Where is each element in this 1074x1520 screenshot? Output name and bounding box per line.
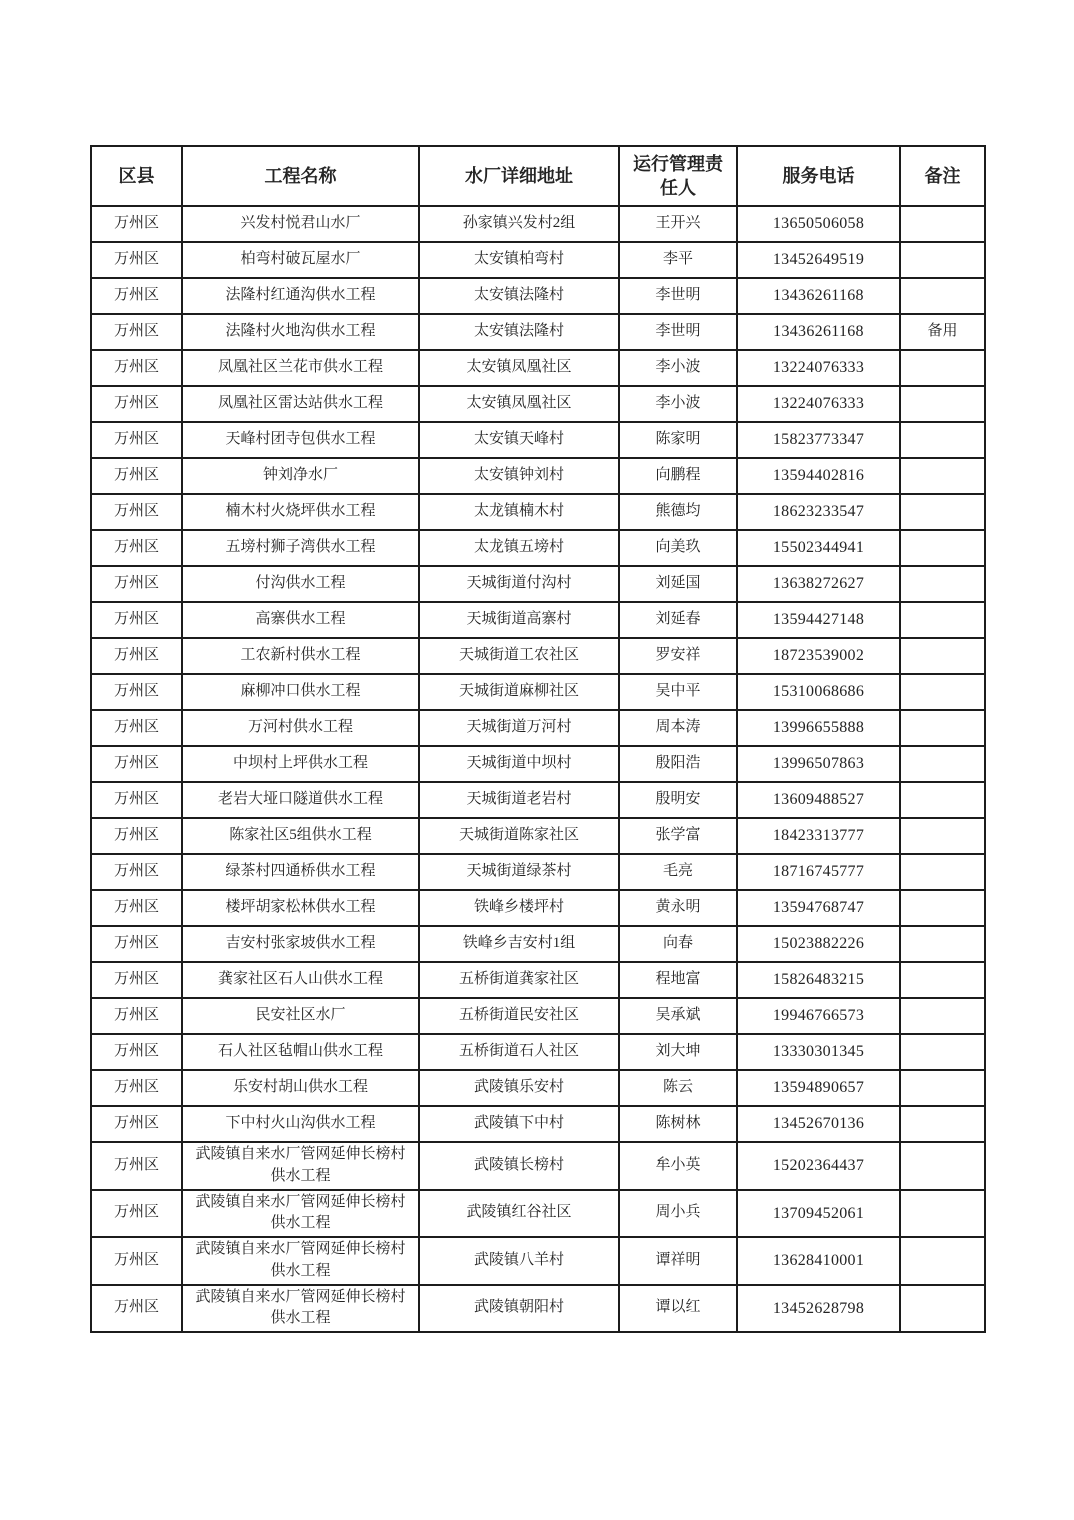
cell-project-name: 石人社区毡帽山供水工程	[182, 1034, 419, 1070]
cell-project-name: 陈家社区5组供水工程	[182, 818, 419, 854]
table-row	[91, 530, 985, 566]
cell-manager: 殷阳浩	[619, 746, 737, 782]
cell-plant-address: 太安镇天峰村	[419, 422, 619, 458]
cell-remark	[900, 1106, 985, 1142]
cell-remark	[900, 890, 985, 926]
cell-project-name: 钟刘净水厂	[182, 458, 419, 494]
cell-project-name: 下中村火山沟供水工程	[182, 1106, 419, 1142]
table-row	[91, 386, 985, 422]
water-projects-table	[90, 145, 986, 1333]
table-row	[91, 746, 985, 782]
cell-manager: 吴中平	[619, 674, 737, 710]
cell-district: 万州区	[91, 386, 182, 422]
cell-plant-address: 天城街道工农社区	[419, 638, 619, 674]
cell-plant-address: 武陵镇红谷社区	[419, 1190, 619, 1238]
table-row	[91, 1190, 985, 1238]
cell-plant-address: 天城街道付沟村	[419, 566, 619, 602]
cell-plant-address: 太龙镇五塝村	[419, 530, 619, 566]
cell-plant-address: 天城街道绿茶村	[419, 854, 619, 890]
cell-district: 万州区	[91, 710, 182, 746]
cell-plant-address: 太安镇凤凰社区	[419, 350, 619, 386]
cell-district: 万州区	[91, 530, 182, 566]
cell-project-name: 楼坪胡家松林供水工程	[182, 890, 419, 926]
cell-manager: 程地富	[619, 962, 737, 998]
cell-project-name: 凤凰社区兰花市供水工程	[182, 350, 419, 386]
cell-remark	[900, 674, 985, 710]
header-row	[91, 146, 985, 206]
cell-remark	[900, 422, 985, 458]
cell-remark	[900, 926, 985, 962]
cell-phone: 18423313777	[737, 818, 900, 854]
cell-district: 万州区	[91, 1237, 182, 1285]
cell-phone: 13224076333	[737, 386, 900, 422]
cell-phone: 13594427148	[737, 602, 900, 638]
cell-district: 万州区	[91, 926, 182, 962]
cell-project-name: 工农新村供水工程	[182, 638, 419, 674]
cell-district: 万州区	[91, 1142, 182, 1190]
cell-plant-address: 太安镇柏弯村	[419, 242, 619, 278]
cell-remark	[900, 1285, 985, 1333]
cell-project-name: 楠木村火烧坪供水工程	[182, 494, 419, 530]
cell-district: 万州区	[91, 314, 182, 350]
cell-project-name: 乐安村胡山供水工程	[182, 1070, 419, 1106]
table-row	[91, 998, 985, 1034]
cell-manager: 刘大坤	[619, 1034, 737, 1070]
cell-district: 万州区	[91, 1190, 182, 1238]
table-row	[91, 458, 985, 494]
cell-district: 万州区	[91, 602, 182, 638]
table-row	[91, 710, 985, 746]
cell-remark	[900, 1070, 985, 1106]
cell-remark	[900, 1142, 985, 1190]
cell-district: 万州区	[91, 1070, 182, 1106]
cell-phone: 13609488527	[737, 782, 900, 818]
table-row	[91, 314, 985, 350]
cell-plant-address: 天城街道陈家社区	[419, 818, 619, 854]
cell-phone: 15310068686	[737, 674, 900, 710]
cell-remark	[900, 1237, 985, 1285]
cell-remark	[900, 710, 985, 746]
cell-plant-address: 天城街道万河村	[419, 710, 619, 746]
table-row	[91, 602, 985, 638]
table-row	[91, 1106, 985, 1142]
cell-manager: 刘延国	[619, 566, 737, 602]
cell-phone: 13594768747	[737, 890, 900, 926]
cell-phone: 13594402816	[737, 458, 900, 494]
cell-manager: 毛亮	[619, 854, 737, 890]
cell-district: 万州区	[91, 458, 182, 494]
cell-manager: 向鹏程	[619, 458, 737, 494]
table-row	[91, 566, 985, 602]
cell-phone: 13224076333	[737, 350, 900, 386]
cell-remark	[900, 746, 985, 782]
cell-manager: 吴承斌	[619, 998, 737, 1034]
cell-plant-address: 武陵镇八羊村	[419, 1237, 619, 1285]
cell-project-name: 高寨供水工程	[182, 602, 419, 638]
table-row	[91, 962, 985, 998]
cell-remark	[900, 1190, 985, 1238]
cell-remark	[900, 962, 985, 998]
cell-phone: 19946766573	[737, 998, 900, 1034]
cell-phone: 13452628798	[737, 1285, 900, 1333]
cell-manager: 陈家明	[619, 422, 737, 458]
cell-phone: 13628410001	[737, 1237, 900, 1285]
cell-district: 万州区	[91, 782, 182, 818]
cell-manager: 李小波	[619, 350, 737, 386]
table-row	[91, 854, 985, 890]
cell-manager: 向美玖	[619, 530, 737, 566]
table-row	[91, 638, 985, 674]
cell-remark	[900, 458, 985, 494]
cell-phone: 13452670136	[737, 1106, 900, 1142]
cell-project-name: 武陵镇自来水厂管网延伸长榜村供水工程	[182, 1285, 419, 1333]
cell-district: 万州区	[91, 1106, 182, 1142]
cell-district: 万州区	[91, 350, 182, 386]
column-header-remark: 备注	[900, 146, 985, 206]
cell-phone: 13996507863	[737, 746, 900, 782]
cell-phone: 13709452061	[737, 1190, 900, 1238]
cell-manager: 李世明	[619, 314, 737, 350]
column-header-project-name: 工程名称	[182, 146, 419, 206]
table-row	[91, 674, 985, 710]
cell-phone: 18716745777	[737, 854, 900, 890]
cell-phone: 13650506058	[737, 206, 900, 242]
cell-phone: 13436261168	[737, 278, 900, 314]
cell-manager: 熊德均	[619, 494, 737, 530]
cell-remark	[900, 1034, 985, 1070]
table-row	[91, 818, 985, 854]
table-body	[91, 206, 985, 1332]
cell-phone: 18623233547	[737, 494, 900, 530]
cell-district: 万州区	[91, 494, 182, 530]
cell-project-name: 付沟供水工程	[182, 566, 419, 602]
cell-remark	[900, 530, 985, 566]
table-row	[91, 206, 985, 242]
cell-manager: 李世明	[619, 278, 737, 314]
cell-phone: 13330301345	[737, 1034, 900, 1070]
cell-remark	[900, 386, 985, 422]
cell-remark	[900, 602, 985, 638]
cell-project-name: 武陵镇自来水厂管网延伸长榜村供水工程	[182, 1190, 419, 1238]
cell-manager: 李小波	[619, 386, 737, 422]
table-row	[91, 1070, 985, 1106]
cell-remark	[900, 638, 985, 674]
cell-plant-address: 太安镇法隆村	[419, 314, 619, 350]
cell-district: 万州区	[91, 206, 182, 242]
cell-district: 万州区	[91, 818, 182, 854]
cell-plant-address: 太龙镇楠木村	[419, 494, 619, 530]
cell-phone: 13996655888	[737, 710, 900, 746]
cell-plant-address: 铁峰乡吉安村1组	[419, 926, 619, 962]
cell-plant-address: 天城街道高寨村	[419, 602, 619, 638]
cell-project-name: 老岩大垭口隧道供水工程	[182, 782, 419, 818]
table-row	[91, 494, 985, 530]
cell-project-name: 武陵镇自来水厂管网延伸长榜村供水工程	[182, 1142, 419, 1190]
cell-plant-address: 武陵镇下中村	[419, 1106, 619, 1142]
cell-phone: 15023882226	[737, 926, 900, 962]
cell-district: 万州区	[91, 854, 182, 890]
column-header-plant-address: 水厂详细地址	[419, 146, 619, 206]
cell-phone: 15823773347	[737, 422, 900, 458]
cell-manager: 殷明安	[619, 782, 737, 818]
cell-manager: 张学富	[619, 818, 737, 854]
cell-manager: 王开兴	[619, 206, 737, 242]
column-header-manager: 运行管理责任人	[619, 146, 737, 206]
table-row	[91, 350, 985, 386]
cell-district: 万州区	[91, 1285, 182, 1333]
cell-project-name: 绿茶村四通桥供水工程	[182, 854, 419, 890]
cell-manager: 罗安祥	[619, 638, 737, 674]
cell-plant-address: 天城街道中坝村	[419, 746, 619, 782]
table-row	[91, 1285, 985, 1333]
cell-remark	[900, 854, 985, 890]
table-row	[91, 1237, 985, 1285]
cell-manager: 向春	[619, 926, 737, 962]
cell-manager: 刘延春	[619, 602, 737, 638]
cell-plant-address: 五桥街道龚家社区	[419, 962, 619, 998]
cell-manager: 李平	[619, 242, 737, 278]
cell-project-name: 中坝村上坪供水工程	[182, 746, 419, 782]
cell-project-name: 麻柳冲口供水工程	[182, 674, 419, 710]
cell-phone: 18723539002	[737, 638, 900, 674]
column-header-phone: 服务电话	[737, 146, 900, 206]
table-row	[91, 1142, 985, 1190]
cell-remark	[900, 278, 985, 314]
cell-project-name: 兴发村悦君山水厂	[182, 206, 419, 242]
cell-manager: 陈树林	[619, 1106, 737, 1142]
cell-plant-address: 铁峰乡楼坪村	[419, 890, 619, 926]
cell-plant-address: 太安镇法隆村	[419, 278, 619, 314]
cell-project-name: 武陵镇自来水厂管网延伸长榜村供水工程	[182, 1237, 419, 1285]
cell-phone: 15826483215	[737, 962, 900, 998]
cell-district: 万州区	[91, 566, 182, 602]
cell-manager: 周本涛	[619, 710, 737, 746]
cell-phone: 13452649519	[737, 242, 900, 278]
cell-project-name: 法隆村红通沟供水工程	[182, 278, 419, 314]
cell-project-name: 法隆村火地沟供水工程	[182, 314, 419, 350]
cell-district: 万州区	[91, 674, 182, 710]
cell-plant-address: 武陵镇朝阳村	[419, 1285, 619, 1333]
cell-plant-address: 武陵镇乐安村	[419, 1070, 619, 1106]
cell-plant-address: 孙家镇兴发村2组	[419, 206, 619, 242]
cell-manager: 黄永明	[619, 890, 737, 926]
cell-remark	[900, 494, 985, 530]
cell-district: 万州区	[91, 422, 182, 458]
cell-phone: 13638272627	[737, 566, 900, 602]
cell-project-name: 龚家社区石人山供水工程	[182, 962, 419, 998]
table-row	[91, 926, 985, 962]
cell-district: 万州区	[91, 1034, 182, 1070]
table-row	[91, 422, 985, 458]
cell-remark	[900, 242, 985, 278]
cell-project-name: 柏弯村破瓦屋水厂	[182, 242, 419, 278]
cell-project-name: 五塝村狮子湾供水工程	[182, 530, 419, 566]
cell-plant-address: 五桥街道民安社区	[419, 998, 619, 1034]
cell-manager: 牟小英	[619, 1142, 737, 1190]
cell-remark	[900, 350, 985, 386]
cell-manager: 周小兵	[619, 1190, 737, 1238]
cell-project-name: 民安社区水厂	[182, 998, 419, 1034]
cell-project-name: 天峰村团寺包供水工程	[182, 422, 419, 458]
cell-district: 万州区	[91, 890, 182, 926]
cell-manager: 陈云	[619, 1070, 737, 1106]
column-header-district: 区县	[91, 146, 182, 206]
cell-phone: 13436261168	[737, 314, 900, 350]
cell-remark	[900, 206, 985, 242]
cell-project-name: 万河村供水工程	[182, 710, 419, 746]
cell-district: 万州区	[91, 998, 182, 1034]
cell-remark	[900, 818, 985, 854]
cell-plant-address: 天城街道麻柳社区	[419, 674, 619, 710]
cell-remark	[900, 566, 985, 602]
cell-manager: 谭祥明	[619, 1237, 737, 1285]
cell-plant-address: 五桥街道石人社区	[419, 1034, 619, 1070]
cell-plant-address: 太安镇凤凰社区	[419, 386, 619, 422]
cell-plant-address: 天城街道老岩村	[419, 782, 619, 818]
cell-phone: 13594890657	[737, 1070, 900, 1106]
table-row	[91, 278, 985, 314]
cell-district: 万州区	[91, 278, 182, 314]
cell-district: 万州区	[91, 242, 182, 278]
cell-phone: 15202364437	[737, 1142, 900, 1190]
table-row	[91, 242, 985, 278]
cell-remark	[900, 782, 985, 818]
cell-remark: 备用	[900, 314, 985, 350]
cell-district: 万州区	[91, 638, 182, 674]
table-row	[91, 890, 985, 926]
cell-remark	[900, 998, 985, 1034]
cell-project-name: 吉安村张家坡供水工程	[182, 926, 419, 962]
cell-project-name: 凤凰社区雷达站供水工程	[182, 386, 419, 422]
cell-phone: 15502344941	[737, 530, 900, 566]
cell-plant-address: 武陵镇长榜村	[419, 1142, 619, 1190]
table-row	[91, 782, 985, 818]
cell-district: 万州区	[91, 962, 182, 998]
table-row	[91, 1034, 985, 1070]
cell-district: 万州区	[91, 746, 182, 782]
cell-plant-address: 太安镇钟刘村	[419, 458, 619, 494]
cell-manager: 谭以红	[619, 1285, 737, 1333]
